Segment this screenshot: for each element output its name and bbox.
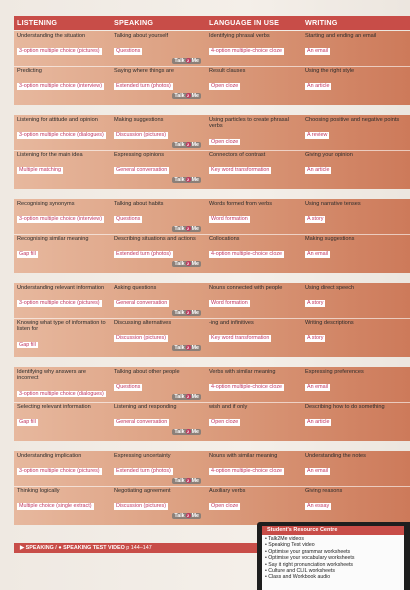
task-type-tag: 4-option multiple-choice cloze (211, 251, 283, 258)
cell-listening (14, 234, 110, 273)
task-type-tag: 4-option multiple-choice cloze (211, 468, 283, 475)
skill-title: Understanding the notes (305, 453, 366, 459)
header-speaking: SPEAKING (114, 18, 154, 27)
cell-writing (302, 486, 410, 525)
cell-speaking (111, 402, 205, 441)
talk2me-number: 2 (187, 92, 190, 98)
table-row (14, 31, 410, 66)
task-type-tag: A story (307, 216, 324, 223)
task-type-tag: Extended turn (photos) (116, 251, 171, 258)
skill-title: Expressing uncertainty (114, 453, 171, 459)
cell-writing (302, 234, 410, 273)
table-header (14, 16, 410, 30)
table-row (14, 234, 410, 273)
footer-speaking: SPEAKING / (25, 545, 57, 551)
skill-title: Auxiliary verbs (209, 488, 246, 494)
task-type-tag: A review (307, 132, 328, 139)
cell-writing (302, 150, 410, 189)
cell-speaking (111, 318, 205, 357)
talk2me-label: Talk (174, 225, 185, 232)
skill-title: Describing situations and actions (114, 236, 196, 242)
skill-title: Collocations (209, 236, 240, 242)
task-type-tag: Extended turn (photos) (116, 468, 171, 475)
unit-block (14, 283, 410, 357)
cell-language-in-use (206, 66, 301, 105)
table-row (14, 199, 410, 234)
talk2me-me: Me (191, 428, 199, 435)
talk2me-me: Me (191, 176, 199, 183)
task-type-tag: General conversation (116, 167, 168, 174)
unit-block (14, 199, 410, 273)
skill-title: Talking about yourself (114, 33, 169, 39)
skill-title: Negotiating agreement (114, 488, 171, 494)
cell-writing (302, 66, 410, 105)
skill-title: Talking about other people (114, 369, 180, 375)
talk2me-badge (172, 310, 201, 316)
cell-speaking (111, 115, 205, 150)
talk2me-badge (172, 142, 201, 148)
talk2me-label: Talk (174, 141, 185, 148)
talk2me-label: Talk (174, 92, 185, 99)
resource-centre-tablet (257, 522, 410, 590)
skill-title: Listening for the main idea (17, 152, 83, 158)
talk2me-me: Me (191, 260, 199, 267)
resource-item: • Speaking Test video (265, 542, 315, 549)
task-type-tag: An article (307, 83, 330, 90)
task-type-tag: Discussion (pictures) (116, 335, 167, 342)
talk2me-label: Talk (174, 57, 185, 64)
skill-title: Expressing preferences (305, 369, 364, 375)
task-type-tag: Word formation (211, 216, 248, 223)
skill-title: Connectors of contrast (209, 152, 266, 158)
skill-title: Describing how to do something (305, 404, 385, 410)
unit-block (14, 31, 410, 105)
skill-title: Recognising similar meaning (17, 236, 89, 242)
cell-speaking (111, 451, 205, 486)
cell-listening (14, 318, 110, 357)
task-type-tag: 3-option multiple choice (pictures) (19, 468, 100, 475)
task-type-tag: A story (307, 300, 324, 307)
talk2me-label: Talk (174, 477, 185, 484)
row-divider (14, 234, 410, 235)
skill-title: Saying where things are (114, 68, 175, 74)
talk2me-badge (172, 261, 201, 267)
talk2me-label: Talk (174, 512, 185, 519)
cell-language-in-use (206, 283, 301, 318)
cell-speaking (111, 234, 205, 273)
cell-language-in-use (206, 318, 301, 357)
cell-writing (302, 31, 410, 66)
cell-speaking (111, 199, 205, 234)
cell-speaking (111, 66, 205, 105)
talk2me-me: Me (191, 512, 199, 519)
task-type-tag: An article (307, 167, 330, 174)
task-type-tag: 4-option multiple-choice cloze (211, 48, 283, 55)
row-divider (14, 318, 410, 319)
skill-title: Making suggestions (305, 236, 355, 242)
cell-language-in-use (206, 451, 301, 486)
skill-title: wish and if only (209, 404, 248, 410)
talk2me-number: 2 (187, 344, 190, 350)
cell-listening (14, 199, 110, 234)
talk2me-label: Talk (174, 428, 185, 435)
task-type-tag: Discussion (pictures) (116, 132, 167, 139)
cell-listening (14, 451, 110, 486)
table-row (14, 367, 410, 402)
skill-title: Selecting relevant information (17, 404, 91, 410)
cell-language-in-use (206, 31, 301, 66)
skill-title: Recognising synonyms (17, 201, 75, 207)
cell-speaking (111, 367, 205, 402)
skill-title: Asking questions (114, 285, 157, 291)
skill-title: Knowing what type of information to listen for (17, 320, 106, 333)
talk2me-badge (172, 513, 201, 519)
task-type-tag: Word formation (211, 300, 248, 307)
talk2me-number: 2 (187, 141, 190, 147)
speaking-test-bar: ▶ SPEAKING / ● SPEAKING TEST VIDEO p 144–147 (14, 543, 258, 553)
skill-title: Using direct speech (305, 285, 355, 291)
talk2me-number: 2 (187, 309, 190, 315)
cell-listening (14, 402, 110, 441)
cell-speaking (111, 150, 205, 189)
cell-listening (14, 486, 110, 525)
task-type-tag: Questions (116, 384, 141, 391)
task-type-tag: General conversation (116, 419, 168, 426)
cell-listening (14, 31, 110, 66)
skill-title: Making suggestions (114, 117, 164, 123)
table-row (14, 451, 410, 486)
cell-listening (14, 115, 110, 150)
task-type-tag: 3-option multiple choice (interview) (19, 216, 102, 223)
cell-language-in-use (206, 199, 301, 234)
talk2me-me: Me (191, 344, 199, 351)
skill-title: Nouns with similar meaning (209, 453, 278, 459)
row-divider (14, 486, 410, 487)
talk2me-label: Talk (174, 176, 185, 183)
cell-writing (302, 402, 410, 441)
task-type-tag: An email (307, 48, 328, 55)
talk2me-me: Me (191, 57, 199, 64)
skill-title: Identifying phrasal verbs (209, 33, 270, 39)
task-type-tag: Key word transformation (211, 167, 270, 174)
talk2me-label: Talk (174, 260, 185, 267)
talk2me-badge (172, 345, 201, 351)
skill-title: Using the right style (305, 68, 355, 74)
resource-item: • Class and Workbook audio (265, 574, 331, 581)
task-type-tag: General conversation (116, 300, 168, 307)
talk2me-badge (172, 478, 201, 484)
talk2me-number: 2 (187, 57, 190, 63)
talk2me-number: 2 (187, 260, 190, 266)
footer-video: SPEAKING TEST VIDEO (63, 545, 125, 551)
row-divider (14, 402, 410, 403)
task-type-tag: Key word transformation (211, 335, 270, 342)
task-type-tag: 3-option multiple choice (interview) (19, 83, 102, 90)
skill-title: Predicting (17, 68, 42, 74)
task-type-tag: 3-option multiple choice (pictures) (19, 48, 100, 55)
table-row (14, 150, 410, 189)
talk2me-number: 2 (187, 176, 190, 182)
talk2me-badge (172, 177, 201, 183)
skill-title: Result clauses (209, 68, 246, 74)
skill-title: Starting and ending an email (305, 33, 377, 39)
task-type-tag: An email (307, 468, 328, 475)
talk2me-me: Me (191, 92, 199, 99)
skill-title: Giving reasons (305, 488, 343, 494)
table-row (14, 283, 410, 318)
task-type-tag: Gap fill (19, 341, 36, 348)
task-type-tag: An email (307, 384, 328, 391)
task-type-tag: Multiple choice (single extract) (19, 503, 92, 510)
unit-block (14, 367, 410, 441)
resource-centre-title: Student's Resource Centre (262, 526, 404, 535)
talk2me-number: 2 (187, 225, 190, 231)
task-type-tag: Gap fill (19, 419, 36, 426)
skill-title: Using narrative tenses (305, 201, 361, 207)
skill-title: -ing and infinitives (209, 320, 254, 326)
task-type-tag: Open cloze (211, 419, 239, 426)
task-type-tag: Questions (116, 216, 141, 223)
resource-item: • Talk2Me videos (265, 536, 304, 542)
unit-block (14, 115, 410, 189)
unit-block (14, 451, 410, 525)
task-type-tag: 3-option multiple choice (dialogues) (19, 390, 104, 397)
talk2me-me: Me (191, 225, 199, 232)
talk2me-label: Talk (174, 309, 185, 316)
cell-speaking (111, 283, 205, 318)
task-type-tag: Open cloze (211, 138, 239, 145)
talk2me-badge (172, 58, 201, 64)
skill-title: Understanding relevant information (17, 285, 105, 291)
cell-listening (14, 66, 110, 105)
cell-writing (302, 367, 410, 402)
task-type-tag: An email (307, 251, 328, 258)
talk2me-me: Me (191, 309, 199, 316)
resource-item: • Optimise your vocabulary worksheets (265, 555, 355, 562)
cell-language-in-use (206, 234, 301, 273)
skill-title: Thinking logically (17, 488, 60, 494)
video-icon: ● (58, 545, 62, 551)
footer-pages: p 144–147 (126, 545, 152, 551)
skill-title: Understanding the situation (17, 33, 86, 39)
resource-item: • Say it right pronunciation worksheets (265, 561, 354, 568)
skill-title: Talking about habits (114, 201, 164, 207)
cell-listening (14, 283, 110, 318)
task-type-tag: Open cloze (211, 83, 239, 90)
skill-title: Identifying why answers are incorrect (17, 369, 87, 382)
talk2me-number: 2 (187, 477, 190, 483)
cell-language-in-use (206, 115, 301, 150)
cell-writing (302, 283, 410, 318)
task-type-tag: Multiple matching (19, 167, 61, 174)
cell-listening (14, 367, 110, 402)
task-type-tag: 3-option multiple choice (pictures) (19, 300, 100, 307)
table-row (14, 402, 410, 441)
talk2me-me: Me (191, 141, 199, 148)
header-language-in-use: LANGUAGE IN USE (209, 18, 280, 27)
talk2me-number: 2 (187, 428, 190, 434)
task-type-tag: An essay (307, 503, 330, 510)
talk2me-label: Talk (174, 344, 185, 351)
task-type-tag: Extended turn (photos) (116, 83, 171, 90)
table-row (14, 318, 410, 357)
skill-title: Verbs with similar meaning (209, 369, 276, 375)
task-type-tag: Questions (116, 48, 141, 55)
cell-language-in-use (206, 150, 301, 189)
table-row (14, 115, 410, 150)
header-listening: LISTENING (17, 18, 58, 27)
skill-title: Giving your opinion (305, 152, 353, 158)
task-type-tag: 3-option multiple choice (dialogues) (19, 132, 104, 139)
talk2me-badge (172, 93, 201, 99)
talk2me-label: Talk (174, 393, 185, 400)
skill-title: Listening and responding (114, 404, 177, 410)
skill-title: Using particles to create phrasal verbs (209, 117, 289, 130)
cell-writing (302, 318, 410, 357)
cell-writing (302, 115, 410, 150)
skill-title: Listening for attitude and opinion (17, 117, 98, 123)
talk2me-number: 2 (187, 393, 190, 399)
cell-writing (302, 451, 410, 486)
skill-title: Choosing positive and negative points (305, 117, 400, 123)
cell-language-in-use (206, 367, 301, 402)
talk2me-number: 2 (187, 512, 190, 518)
cell-listening (14, 150, 110, 189)
task-type-tag: Gap fill (19, 251, 36, 258)
talk2me-me: Me (191, 477, 199, 484)
header-writing: WRITING (305, 18, 338, 27)
task-type-tag: 4-option multiple-choice cloze (211, 384, 283, 391)
task-type-tag: An article (307, 419, 330, 426)
table-row (14, 486, 410, 525)
task-type-tag: Discussion (pictures) (116, 503, 167, 510)
skill-title: Words formed from verbs (209, 201, 272, 207)
task-type-tag: Open cloze (211, 503, 239, 510)
cell-language-in-use (206, 486, 301, 525)
row-divider (14, 150, 410, 151)
skill-title: Writing descriptions (305, 320, 354, 326)
talk2me-badge (172, 429, 201, 435)
skill-title: Nouns connected with people (209, 285, 283, 291)
cell-writing (302, 199, 410, 234)
cell-language-in-use (206, 402, 301, 441)
talk2me-badge (172, 394, 201, 400)
skill-title: Understanding implication (17, 453, 82, 459)
task-type-tag: A story (307, 335, 324, 342)
talk2me-badge (172, 226, 201, 232)
resource-item: • Optimise your grammar worksheets (265, 548, 351, 555)
resource-centre-list (262, 535, 404, 590)
skill-title: Expressing opinions (114, 152, 165, 158)
skill-title: Discussing alternatives (114, 320, 172, 326)
table-row (14, 66, 410, 105)
cell-speaking (111, 486, 205, 525)
cell-speaking (111, 31, 205, 66)
row-divider (14, 66, 410, 67)
resource-item: • Culture and CLIL worksheets (265, 568, 335, 575)
talk2me-me: Me (191, 393, 199, 400)
